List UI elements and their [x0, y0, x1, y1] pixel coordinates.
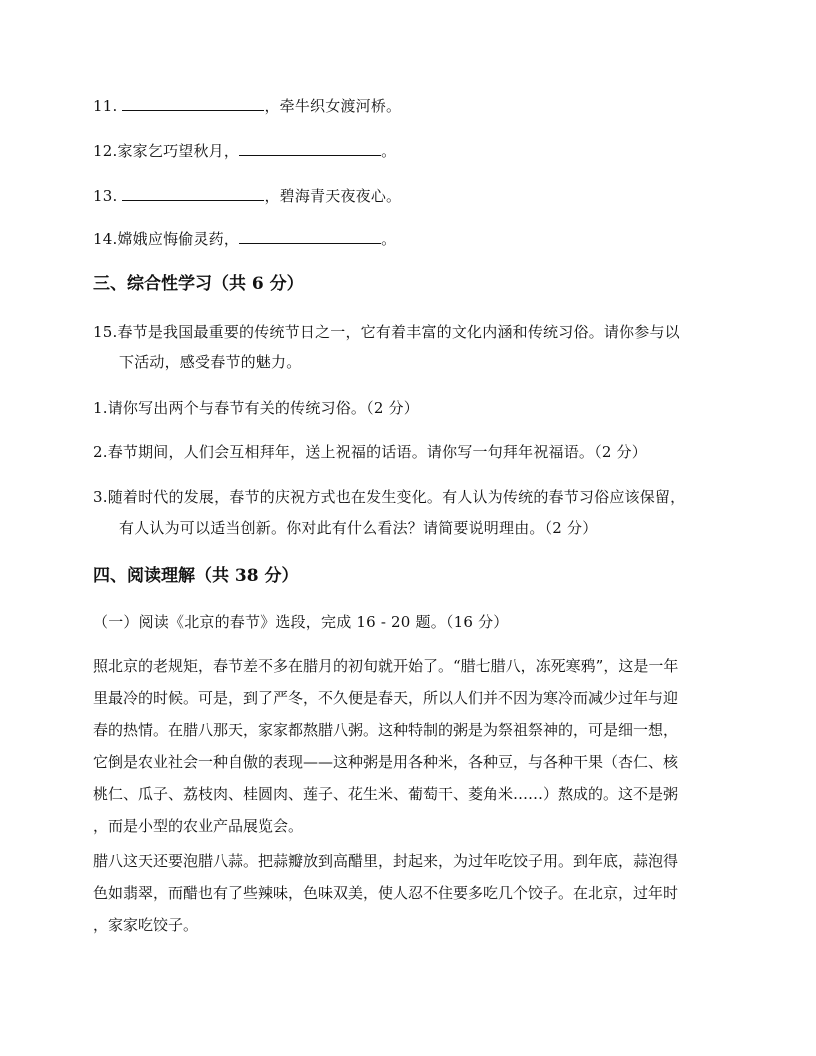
question-12 — [93, 141, 396, 161]
passage-line: 色如翡翠，而醋也有了些辣味，色味双美，使人忍不住要多吃几个饺子。在北京，过年时 — [93, 884, 679, 902]
answer-blank[interactable] — [122, 96, 264, 111]
passage-line: ，而是小型的农业产品展览会。 — [93, 817, 304, 835]
passage-paragraph-1 — [93, 656, 723, 848]
question-text-end: 。 — [381, 142, 397, 160]
answer-blank[interactable] — [239, 229, 381, 244]
question-13 — [93, 186, 401, 206]
question-number: 11. — [93, 97, 118, 115]
question-14 — [93, 229, 396, 249]
section-4-heading: 四、阅读理解（共 38 分） — [93, 566, 299, 586]
answer-blank[interactable] — [122, 186, 264, 201]
question-number: 12. — [93, 142, 118, 160]
sub-question-3-line1: 3.随着时代的发展，春节的庆祝方式也在发生变化。有人认为传统的春节习俗应该保留， — [93, 488, 686, 506]
question-text: 家家乞巧望秋月， — [117, 142, 240, 160]
answer-blank[interactable] — [239, 141, 381, 156]
passage-line: 里最冷的时候。可是，到了严冬，不久便是春天，所以人们并不因为寒冷而减少过年与迎 — [93, 689, 679, 707]
passage-line: ，家家吃饺子。 — [93, 916, 199, 934]
question-number: 13. — [93, 187, 118, 205]
question-15-line2: 下活动，感受春节的魅力。 — [119, 353, 302, 371]
section-3-heading: 三、综合性学习（共 6 分） — [93, 274, 304, 294]
passage-line: 春的热情。在腊八那天，家家都熬腊八粥。这种特制的粥是为祭祖祭神的，可是细一想， — [93, 721, 679, 739]
passage-line: 照北京的老规矩，春节差不多在腊月的初旬就开始了。“腊七腊八，冻死寒鸦”，这是一年 — [93, 657, 679, 675]
passage-paragraph-2 — [93, 851, 723, 947]
sub-question-3-line2: 有人认为可以适当创新。你对此有什么看法？请简要说明理由。（2 分） — [119, 519, 598, 537]
sub-question-1: 1.请你写出两个与春节有关的传统习俗。（2 分） — [93, 399, 419, 417]
question-15-line1: 15.春节是我国最重要的传统节日之一，它有着丰富的文化内涵和传统习俗。请你参与以 — [93, 323, 680, 341]
question-number: 14. — [93, 230, 118, 248]
passage-line: 桃仁、瓜子、荔枝肉、桂圆肉、莲子、花生米、葡萄干、菱角米……）熬成的。这不是粥 — [93, 785, 679, 803]
question-text: ，牵牛织女渡河桥。 — [264, 97, 402, 115]
question-text: ，碧海青天夜夜心。 — [264, 187, 402, 205]
question-11 — [93, 96, 401, 116]
reading-sub-heading: （一）阅读《北京的春节》选段，完成 16 - 20 题。（16 分） — [93, 613, 509, 631]
question-text: 嫦娥应悔偷灵药， — [117, 230, 240, 248]
passage-line: 它倒是农业社会一种自傲的表现——这种粥是用各种米，各种豆，与各种干果（杏仁、核 — [93, 753, 679, 771]
question-text-end: 。 — [381, 230, 397, 248]
sub-question-2: 2.春节期间，人们会互相拜年，送上祝福的话语。请你写一句拜年祝福语。（2 分） — [93, 443, 647, 461]
passage-line: 腊八这天还要泡腊八蒜。把蒜瓣放到高醋里，封起来，为过年吃饺子用。到年底，蒜泡得 — [93, 852, 679, 870]
